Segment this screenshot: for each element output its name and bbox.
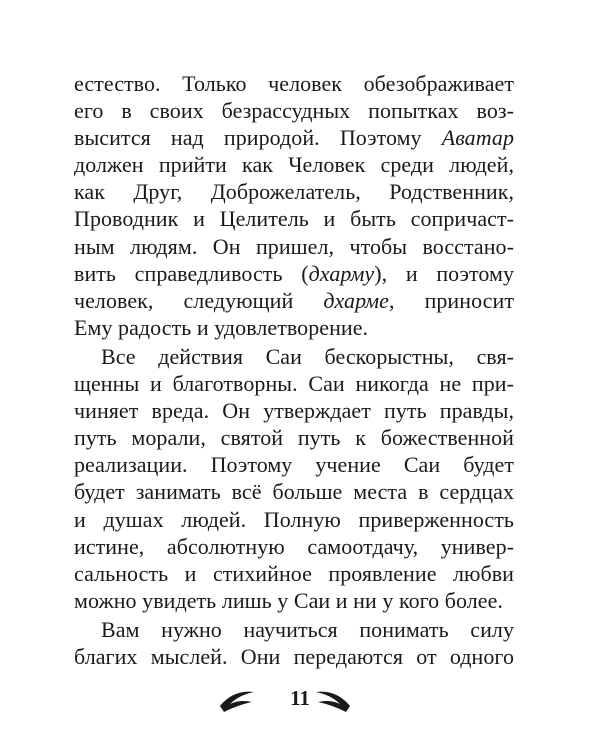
text-segment: Все действия Саи бескорыстны, свя- [101,343,514,369]
italic-term: Аватар [441,125,514,151]
text-segment: , приносит [388,287,514,313]
text-line [74,397,514,424]
text-segment: должен прийти как Человек среди людей, [74,152,514,178]
text-line [74,587,514,614]
text-segment: человек, следующий [74,287,324,313]
text-line [74,370,514,397]
text-line [74,260,514,287]
text-segment: путь морали, святой путь к божественной [74,425,514,451]
text-line [74,451,514,478]
text-segment: щенны и благотворны. Саи никогда не при- [74,371,514,397]
text-line [74,205,514,232]
text-segment: будет занимать всё больше места в сердцах [74,479,514,505]
text-segment: как Друг, Доброжелатель, Родственник, [74,179,514,205]
text-segment: реализации. Поэтому учение Саи будет [74,452,514,478]
text-segment: ), и поэтому [374,260,514,286]
text-segment: ным людям. Он пришел, чтобы восстано- [74,233,514,259]
text-line [74,151,514,178]
leaf-ornament-icon [218,684,258,714]
text-line [74,124,514,151]
text-segment: Вам нужно научиться понимать силу [101,616,514,642]
text-segment: сальность и стихийное проявление любви [74,560,514,586]
text-line [74,97,514,124]
text-line [74,506,514,533]
text-segment: вить справедливость ( [74,260,309,286]
text-segment: Проводник и Целитель и быть сопричаст- [74,206,514,232]
italic-term: дхарму [308,260,375,286]
body-text [74,70,514,670]
text-line [74,70,514,97]
text-line [74,343,514,370]
text-line [74,314,514,341]
italic-term: дхарме [323,287,389,313]
text-segment: Ему радость и удовлетворение. [74,314,369,340]
text-line [74,643,514,670]
text-line [74,233,514,260]
text-segment: истине, абсолютную самоотдачу, универ- [74,533,514,559]
text-line [74,178,514,205]
text-segment: высится над природой. Поэтому [74,125,442,151]
text-line [74,560,514,587]
page-footer [0,680,600,720]
page-number: 11 [290,686,310,710]
leaf-ornament-icon [312,684,352,714]
text-segment: можно увидеть лишь у Саи и ни у кого более. [74,587,503,613]
text-line [74,533,514,560]
text-segment: естество. Только человек обезображивает [74,71,514,96]
text-line [74,287,514,314]
text-line [74,478,514,505]
text-segment: и душах людей. Полную приверженность [74,506,514,532]
text-segment: чиняет вреда. Он утверждает путь правды, [74,398,514,424]
text-line [74,424,514,451]
text-segment: его в своих безрассудных попытках воз- [74,98,514,124]
text-line [74,616,514,643]
text-segment: благих мыслей. Они передаются от одного [74,643,514,669]
